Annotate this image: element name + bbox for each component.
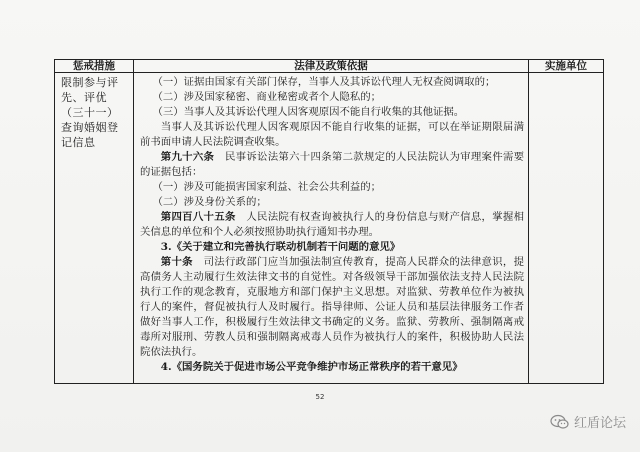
clause-line: 司法行政部门应当加强法制宣传教育，提高人民群众的法律意识，提高债务人主动履行生效法律文书的自觉性。对各级领导干部加强依法支持人民法院执行工作的观念教育，克服地方和部门保护主义思想。对监狱、劳教单位作为被执行人的案件，督促被执行人及时履行。指导律师、公证人员和基层法律服务工作者做好当事人工作，积极履行生效法律文书确定的义务。监狱、劳教所、强制隔离戒毒所对服刑、劳教人员和强制隔离戒毒人员作为被执行人的案件，积极协助人民法院依法执行。 bbox=[140, 256, 525, 358]
article-title: 第九十六条 bbox=[160, 151, 215, 163]
unit-cell bbox=[529, 73, 604, 384]
wechat-icon bbox=[550, 414, 570, 430]
clause-line: 民事诉讼法第六十四条第二款规定的人民法院认为审理案件需要的证据包括： bbox=[140, 151, 525, 178]
clause-line: 当事人及其诉讼代理人因客观原因不能自行收集的证据，可以在举证期限届满前书面申请人民法院调查收集。 bbox=[140, 121, 524, 148]
clause-line: （一）涉及可能损害国家利益、社会公共利益的； bbox=[152, 181, 382, 193]
clause-line: （二）涉及国家秘密、商业秘密或者个人隐私的； bbox=[152, 91, 382, 103]
article-title: 第十条 bbox=[160, 256, 193, 268]
table-row bbox=[55, 73, 604, 384]
page-number: 52 bbox=[315, 393, 325, 401]
table-header-row bbox=[55, 60, 604, 73]
sub-heading: 4.《国务院关于促进市场公平竞争维护市场正常秩序的若干意见》 bbox=[160, 361, 463, 373]
clause-line: （三）当事人及其诉讼代理人因客观原因不能自行收集的其他证据。 bbox=[152, 106, 465, 118]
policy-table bbox=[54, 59, 604, 384]
header-measure: 惩戒措施 bbox=[55, 60, 134, 73]
measure-cell bbox=[55, 73, 134, 384]
measure-name: 限制参与评先、评优（三十一）查询婚姻登记信息 bbox=[61, 76, 119, 149]
header-unit: 实施单位 bbox=[529, 60, 604, 73]
clause-line: （二）涉及身份关系的； bbox=[152, 196, 267, 208]
article-title: 第四百八十五条 bbox=[160, 211, 236, 223]
sub-heading: 3.《关于建立和完善执行联动机制若干问题的意见》 bbox=[160, 241, 401, 253]
clause-line: 人民法院有权查询被执行人的身份信息与财产信息，掌握相关信息的单位和个人必须按照协助执行通知书办理。 bbox=[140, 211, 525, 238]
clause-line: （一）证据由国家有关部门保存，当事人及其诉讼代理人无权查阅调取的； bbox=[152, 76, 496, 88]
basis-text bbox=[134, 73, 528, 375]
watermark bbox=[550, 412, 626, 431]
header-basis: 法律及政策依据 bbox=[134, 60, 529, 73]
watermark-text: 红盾论坛 bbox=[573, 416, 626, 431]
basis-cell bbox=[134, 73, 529, 384]
